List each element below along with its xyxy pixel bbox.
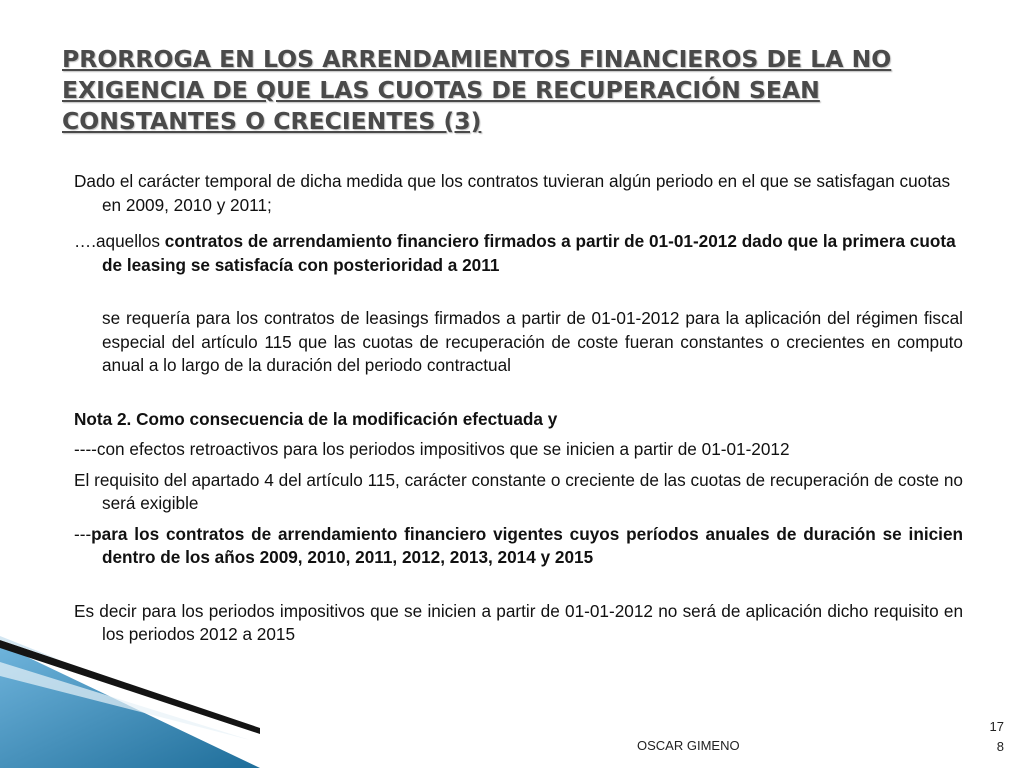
- paragraph-requisito-regimen: se requería para los contratos de leasings firmados a partir de 01-01-2012 para la aplicación del régimen fiscal especial del artículo 115 que las cuotas de recuperación de coste fueran constantes o crecientes en computo anual a lo largo de la duración del periodo contractual: [102, 308, 963, 375]
- aquellos-prefix: ….aquellos: [74, 231, 165, 251]
- paragraph-contratos-vigentes: [74, 523, 963, 570]
- page-number-top: 17: [989, 719, 1004, 734]
- footer-author: OSCAR GIMENO: [637, 738, 740, 753]
- contratos-prefix: ---: [74, 523, 92, 544]
- paragraph-requisito-no-exigible: El requisito del apartado 4 del artículo 115, carácter constante o creciente de las cuotas de recuperación de coste no será exigible: [74, 469, 963, 513]
- slide-body: [74, 170, 963, 647]
- page-number-bottom: 8: [996, 739, 1004, 754]
- slide-title: PRORROGA EN LOS ARRENDAMIENTOS FINANCIEROS DE LA NO EXIGENCIA DE QUE LAS CUOTAS DE RECUPERACIÓN SEAN CONSTANTES O CRECIENTES (3): [62, 45, 892, 135]
- nota-heading: Nota 2. Como consecuencia de la modificación efectuada y: [74, 408, 558, 429]
- paragraph-efectos-retroactivos: ----con efectos retroactivos para los periodos impositivos que se inicien a partir de 01-01-2012: [74, 439, 790, 459]
- aquellos-bold: contratos de arrendamiento financiero firmados a partir de 01-01-2012 dado que la primera cuota de leasing se satisfacía con posterioridad a 2011: [102, 231, 956, 275]
- paragraph-es-decir: Es decir para los periodos impositivos que se inicien a partir de 01-01-2012 no será de aplicación dicho requisito en los periodos 2012 a 2015: [74, 600, 963, 644]
- paragraph-aquellos: [74, 230, 963, 277]
- contratos-bold: para los contratos de arrendamiento financiero vigentes cuyos períodos anuales de duración se inicien dentro de los años 2009, 2010, 2011, 2012, 2013, 2014 y 2015: [91, 523, 963, 567]
- paragraph-temporal: Dado el carácter temporal de dicha medida que los contratos tuvieran algún periodo en el que se satisfagan cuotas en 2009, 2010 y 2011;: [74, 171, 951, 215]
- page-number: [984, 717, 1004, 757]
